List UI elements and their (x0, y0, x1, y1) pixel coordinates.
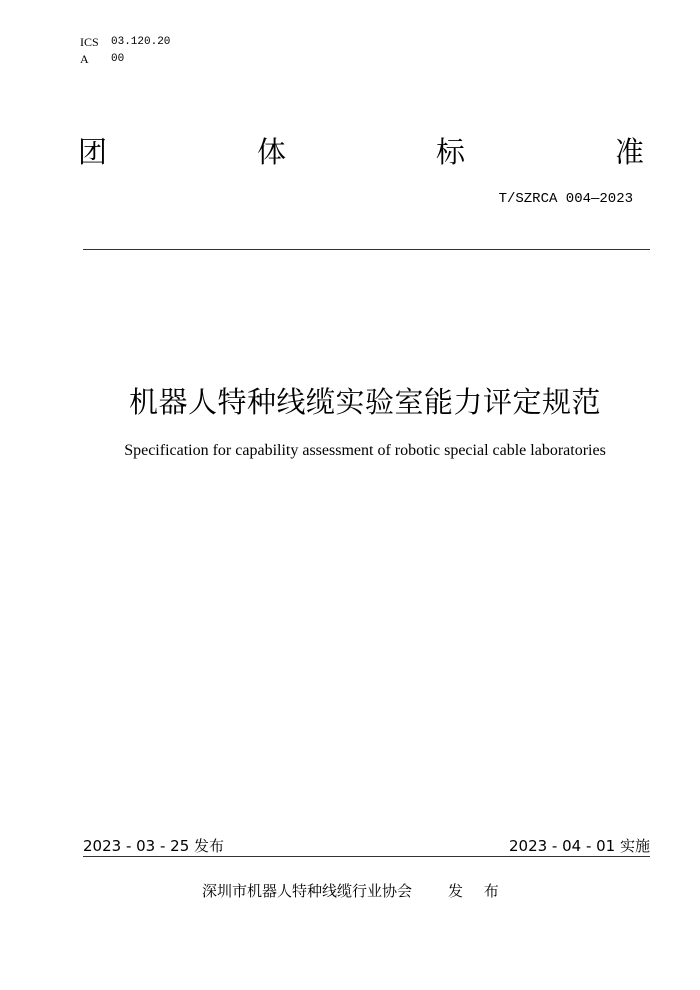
ics-label: ICS (80, 35, 99, 49)
document-title-chinese: 机器人特种线缆实验室能力评定规范 (128, 385, 601, 419)
standard-number: T/SZRCA 004—2023 (498, 191, 633, 207)
publisher-org: 深圳市机器人特种线缆行业协会 (202, 882, 413, 900)
publisher-line (202, 880, 507, 901)
issue-date: 2023 - 03 - 25 发布 (83, 837, 225, 855)
ccs-value: 00 (111, 53, 125, 65)
standard-type-char: 标 (435, 135, 465, 169)
standard-type-char: 体 (256, 135, 286, 169)
implementation-date: 2023 - 04 - 01 实施 (508, 837, 650, 855)
ics-row (80, 34, 170, 51)
document-title-english: Specification for capability assessment of robotic special cable laboratories (124, 442, 606, 459)
standard-type-char: 团 (78, 135, 108, 169)
publisher-action: 发 布 (448, 882, 507, 900)
classification-codes (80, 34, 170, 68)
standard-type-heading (78, 132, 644, 172)
bottom-divider (83, 856, 650, 857)
ccs-label: A (80, 52, 89, 66)
ccs-row (80, 51, 170, 68)
top-divider (83, 249, 650, 250)
standard-type-char: 准 (614, 135, 644, 169)
ics-value: 03.120.20 (111, 36, 171, 48)
